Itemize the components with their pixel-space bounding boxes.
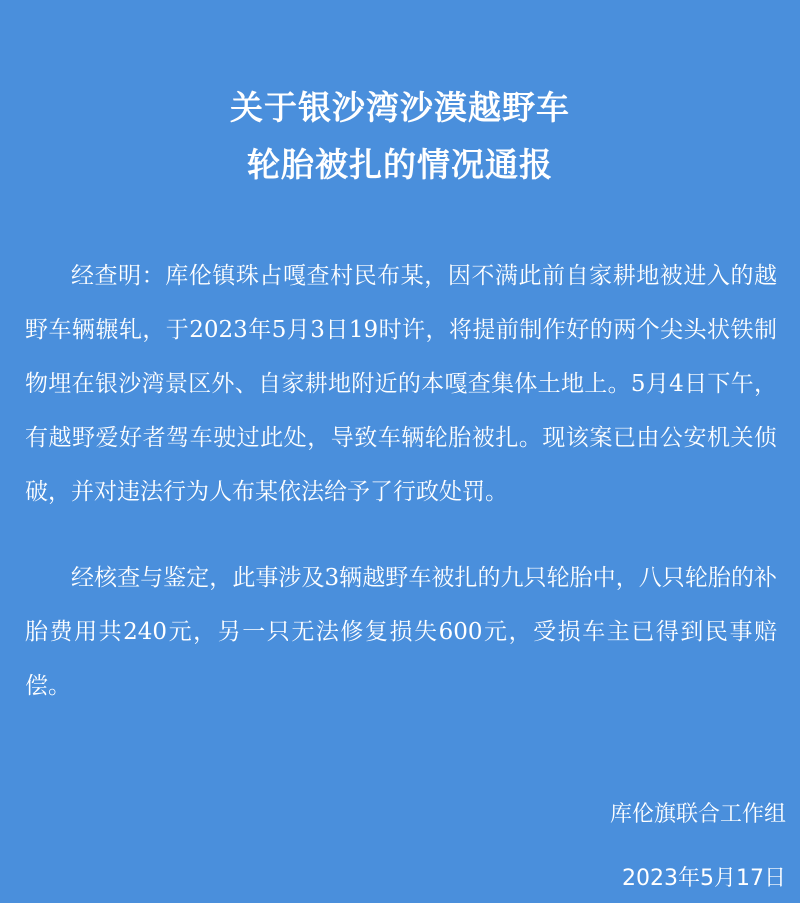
notice-title-line1: 关于银沙湾沙漠越野车	[230, 88, 570, 127]
notice-signature: 库伦旗联合工作组	[609, 802, 786, 827]
notice-title-line2: 轮胎被扎的情况通报	[247, 145, 553, 184]
notice-paragraph-2: 经核查与鉴定，此事涉及3辆越野车被扎的九只轮胎中，八只轮胎的补胎费用共240元，另一只无法修复损失600元，受损车主已得到民事赔偿。	[25, 565, 777, 699]
notice-paragraph-1: 经查明：库伦镇珠占嘎查村民布某，因不满此前自家耕地被进入的越野车辆辗轧，于2023年5月3日19时许，将提前制作好的两个尖头状铁制物埋在银沙湾景区外、自家耕地附近的本嘎查集体土地上。5月4日下午，有越野爱好者驾车驶过此处，导致车辆轮胎被扎。现该案已由公安机关侦破，并对违法行为人布某依法给予了行政处罚。	[25, 263, 777, 505]
notice-date: 2023年5月17日	[622, 866, 786, 891]
